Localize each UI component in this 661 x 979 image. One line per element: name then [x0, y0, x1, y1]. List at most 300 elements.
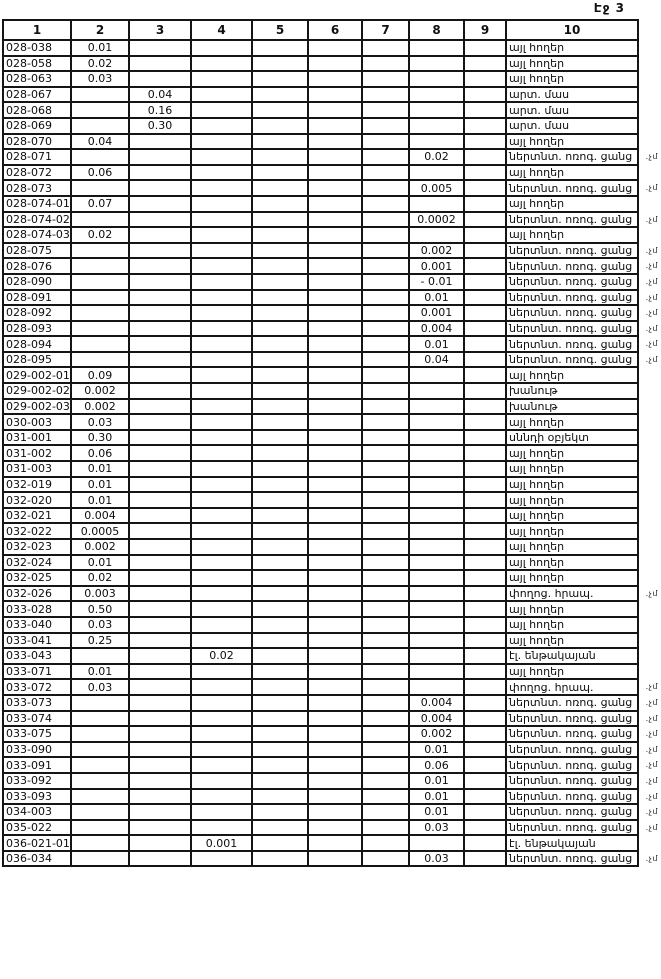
- cell-value-col4: [191, 274, 252, 290]
- cell-value-col6: [308, 445, 362, 461]
- cell-value-col8: 0.002: [409, 726, 464, 742]
- cell-value-col8: [409, 118, 464, 134]
- cell-value-col5: [252, 399, 308, 415]
- cell-value-col9: [464, 149, 506, 165]
- cell-value-col6: [308, 165, 362, 181]
- cell-value-col7: [362, 258, 409, 274]
- cell-value-col8: [409, 367, 464, 383]
- table-row: [3, 633, 638, 649]
- margin-note: .չմ: [645, 807, 658, 817]
- cell-value-col9: [464, 445, 506, 461]
- cell-land-use: այլ հողեր: [506, 445, 638, 461]
- cell-value-col3: [129, 305, 191, 321]
- cell-value-col7: [362, 56, 409, 72]
- cell-value-col4: [191, 757, 252, 773]
- cell-value-col5: [252, 445, 308, 461]
- cell-value-col6: [308, 383, 362, 399]
- cell-value-col6: [308, 290, 362, 306]
- cell-value-col9: [464, 835, 506, 851]
- cell-value-col4: [191, 227, 252, 243]
- cell-value-col2: 0.01: [71, 492, 129, 508]
- cell-value-col7: [362, 477, 409, 493]
- table-row: [3, 274, 638, 290]
- cell-value-col7: [362, 586, 409, 602]
- cell-parcel-code: 031-003: [3, 461, 71, 477]
- cell-value-col2: [71, 695, 129, 711]
- cell-parcel-code: 035-022: [3, 820, 71, 836]
- cell-value-col9: [464, 165, 506, 181]
- cell-value-col5: [252, 804, 308, 820]
- cell-value-col7: [362, 165, 409, 181]
- cell-value-col3: [129, 367, 191, 383]
- cell-parcel-code: 034-003: [3, 804, 71, 820]
- cell-parcel-code: 033-041: [3, 633, 71, 649]
- margin-note: .չմ: [645, 308, 658, 318]
- cell-value-col7: [362, 726, 409, 742]
- cell-parcel-code: 028-074-03: [3, 227, 71, 243]
- cell-value-col2: 0.004: [71, 508, 129, 524]
- cell-value-col7: [362, 601, 409, 617]
- cell-value-col8: 0.004: [409, 321, 464, 337]
- table-row: [3, 757, 638, 773]
- cell-value-col3: [129, 321, 191, 337]
- cell-value-col2: 0.07: [71, 196, 129, 212]
- cell-value-col9: [464, 695, 506, 711]
- cell-parcel-code: 036-021-01: [3, 835, 71, 851]
- cell-land-use: այլ հողեր: [506, 555, 638, 571]
- cell-value-col7: [362, 87, 409, 103]
- table-row: [3, 789, 638, 805]
- cell-value-col2: 0.25: [71, 633, 129, 649]
- cell-land-use: այլ հողեր: [506, 477, 638, 493]
- cell-value-col7: [362, 196, 409, 212]
- cell-value-col4: [191, 570, 252, 586]
- cell-value-col8: [409, 633, 464, 649]
- cell-value-col6: [308, 196, 362, 212]
- cell-value-col5: [252, 321, 308, 337]
- cell-value-col5: [252, 118, 308, 134]
- cell-value-col9: [464, 492, 506, 508]
- cell-value-col2: [71, 305, 129, 321]
- cell-land-use: ներտնտ. ոռոգ. ցանց .չմ: [506, 773, 638, 789]
- cell-land-use: խանութ: [506, 383, 638, 399]
- cell-value-col7: [362, 851, 409, 867]
- cell-land-use: ներտնտ. ոռոգ. ցանց .չմ: [506, 789, 638, 805]
- table-row: [3, 773, 638, 789]
- cell-parcel-code: 033-072: [3, 679, 71, 695]
- cell-value-col5: [252, 243, 308, 259]
- cell-value-col9: [464, 586, 506, 602]
- cell-value-col8: [409, 430, 464, 446]
- cell-parcel-code: 028-069: [3, 118, 71, 134]
- cell-value-col8: [409, 87, 464, 103]
- cell-value-col4: [191, 617, 252, 633]
- column-header-9: 9: [464, 20, 506, 40]
- cell-value-col3: 0.16: [129, 102, 191, 118]
- cell-value-col6: [308, 835, 362, 851]
- table-row: [3, 399, 638, 415]
- cell-value-col7: [362, 367, 409, 383]
- cell-value-col2: [71, 180, 129, 196]
- cell-value-col7: [362, 102, 409, 118]
- cell-value-col3: [129, 711, 191, 727]
- cell-value-col7: [362, 305, 409, 321]
- column-header-4: 4: [191, 20, 252, 40]
- margin-note: .չմ: [645, 152, 658, 162]
- cell-value-col9: [464, 118, 506, 134]
- cell-value-col7: [362, 835, 409, 851]
- cell-value-col5: [252, 570, 308, 586]
- cell-value-col4: [191, 539, 252, 555]
- cell-value-col2: 0.02: [71, 56, 129, 72]
- cell-value-col4: [191, 445, 252, 461]
- cell-value-col2: [71, 102, 129, 118]
- cell-land-use: փողոց. հրապ. .չմ: [506, 679, 638, 695]
- cell-value-col2: 0.06: [71, 445, 129, 461]
- cell-parcel-code: 028-095: [3, 352, 71, 368]
- table-row: [3, 508, 638, 524]
- cell-value-col9: [464, 633, 506, 649]
- cell-value-col2: [71, 290, 129, 306]
- cell-value-col5: [252, 711, 308, 727]
- cell-land-use: ներտնտ. ոռոգ. ցանց .չմ: [506, 742, 638, 758]
- cell-value-col3: [129, 414, 191, 430]
- cell-value-col9: [464, 56, 506, 72]
- cell-parcel-code: 032-021: [3, 508, 71, 524]
- cell-value-col8: 0.03: [409, 820, 464, 836]
- cell-value-col8: 0.04: [409, 352, 464, 368]
- cell-value-col4: [191, 71, 252, 87]
- cell-parcel-code: 033-028: [3, 601, 71, 617]
- table-row: [3, 71, 638, 87]
- cell-value-col4: [191, 102, 252, 118]
- cell-value-col3: [129, 508, 191, 524]
- cell-value-col5: [252, 539, 308, 555]
- cell-value-col9: [464, 648, 506, 664]
- cell-value-col6: [308, 804, 362, 820]
- cell-value-col7: [362, 40, 409, 56]
- cell-value-col4: [191, 586, 252, 602]
- cell-value-col7: [362, 757, 409, 773]
- cell-value-col4: [191, 492, 252, 508]
- table-row: [3, 601, 638, 617]
- cell-value-col8: 0.001: [409, 258, 464, 274]
- table-row: [3, 586, 638, 602]
- cell-value-col8: [409, 461, 464, 477]
- cell-value-col7: [362, 461, 409, 477]
- cell-value-col4: [191, 508, 252, 524]
- cell-value-col5: [252, 835, 308, 851]
- cell-value-col7: [362, 570, 409, 586]
- cell-value-col8: 0.03: [409, 851, 464, 867]
- cell-value-col3: [129, 570, 191, 586]
- margin-note: .չմ: [645, 822, 658, 832]
- cell-parcel-code: 032-019: [3, 477, 71, 493]
- cell-value-col5: [252, 773, 308, 789]
- cell-value-col8: 0.01: [409, 290, 464, 306]
- cell-parcel-code: 033-074: [3, 711, 71, 727]
- cell-value-col6: [308, 134, 362, 150]
- cell-value-col9: [464, 336, 506, 352]
- cell-value-col8: [409, 134, 464, 150]
- cell-value-col5: [252, 820, 308, 836]
- cell-value-col5: [252, 305, 308, 321]
- cell-value-col8: [409, 664, 464, 680]
- cell-value-col8: [409, 679, 464, 695]
- cell-value-col6: [308, 367, 362, 383]
- cell-value-col7: [362, 539, 409, 555]
- cell-value-col8: [409, 196, 464, 212]
- cell-value-col6: [308, 711, 362, 727]
- cell-land-use: ներտնտ. ոռոգ. ցանց .չմ: [506, 336, 638, 352]
- cell-value-col7: [362, 617, 409, 633]
- cell-parcel-code: 028-094: [3, 336, 71, 352]
- cell-value-col7: [362, 648, 409, 664]
- cell-value-col5: [252, 601, 308, 617]
- table-row: [3, 212, 638, 228]
- cell-value-col8: [409, 414, 464, 430]
- cell-value-col4: [191, 40, 252, 56]
- cell-value-col3: [129, 290, 191, 306]
- cell-value-col3: [129, 196, 191, 212]
- cell-land-use: այլ հողեր: [506, 539, 638, 555]
- cell-value-col8: [409, 508, 464, 524]
- cell-land-use: սննդի օբյեկտ: [506, 430, 638, 446]
- cell-value-col5: [252, 726, 308, 742]
- table-row: [3, 305, 638, 321]
- cell-value-col6: [308, 679, 362, 695]
- cell-parcel-code: 028-074-02: [3, 212, 71, 228]
- cell-value-col2: [71, 87, 129, 103]
- cell-value-col2: 0.01: [71, 555, 129, 571]
- cell-value-col4: [191, 664, 252, 680]
- cell-value-col9: [464, 804, 506, 820]
- cell-value-col4: [191, 212, 252, 228]
- cell-value-col5: [252, 274, 308, 290]
- cell-land-use: այլ հողեր: [506, 71, 638, 87]
- cell-value-col2: 0.01: [71, 664, 129, 680]
- cell-parcel-code: 032-026: [3, 586, 71, 602]
- cell-parcel-code: 032-023: [3, 539, 71, 555]
- cell-land-use: այլ հողեր: [506, 523, 638, 539]
- cell-value-col3: [129, 820, 191, 836]
- land-parcels-table: [2, 19, 658, 867]
- table-row: [3, 664, 638, 680]
- cell-land-use: այլ հողեր: [506, 165, 638, 181]
- cell-value-col5: [252, 102, 308, 118]
- cell-value-col7: [362, 633, 409, 649]
- cell-value-col3: [129, 664, 191, 680]
- cell-value-col6: [308, 212, 362, 228]
- cell-value-col5: [252, 523, 308, 539]
- table-row: [3, 695, 638, 711]
- table-row: [3, 40, 638, 56]
- column-header-3: 3: [129, 20, 191, 40]
- cell-land-use: այլ հողեր: [506, 134, 638, 150]
- cell-parcel-code: 028-092: [3, 305, 71, 321]
- cell-value-col9: [464, 508, 506, 524]
- cell-value-col4: [191, 196, 252, 212]
- cell-value-col7: [362, 71, 409, 87]
- cell-parcel-code: 028-072: [3, 165, 71, 181]
- cell-value-col7: [362, 664, 409, 680]
- cell-value-col4: [191, 321, 252, 337]
- cell-parcel-code: 033-043: [3, 648, 71, 664]
- cell-value-col8: 0.004: [409, 695, 464, 711]
- cell-value-col8: 0.005: [409, 180, 464, 196]
- cell-value-col3: [129, 227, 191, 243]
- cell-value-col3: [129, 539, 191, 555]
- cell-value-col8: [409, 617, 464, 633]
- cell-land-use: այլ հողեր: [506, 508, 638, 524]
- margin-note: .չմ: [645, 245, 658, 255]
- cell-land-use: արտ. մաս: [506, 87, 638, 103]
- cell-value-col3: [129, 274, 191, 290]
- cell-value-col2: [71, 336, 129, 352]
- cell-value-col6: [308, 633, 362, 649]
- cell-value-col4: [191, 305, 252, 321]
- cell-value-col5: [252, 664, 308, 680]
- cell-value-col8: 0.06: [409, 757, 464, 773]
- cell-value-col5: [252, 508, 308, 524]
- cell-value-col9: [464, 212, 506, 228]
- cell-land-use: այլ հողեր: [506, 492, 638, 508]
- cell-value-col5: [252, 742, 308, 758]
- table-row: [3, 835, 638, 851]
- cell-parcel-code: 032-022: [3, 523, 71, 539]
- cell-value-col8: [409, 648, 464, 664]
- cell-value-col6: [308, 555, 362, 571]
- cell-value-col2: 0.04: [71, 134, 129, 150]
- cell-value-col9: [464, 820, 506, 836]
- cell-value-col4: [191, 56, 252, 72]
- cell-value-col6: [308, 258, 362, 274]
- cell-land-use: ներտնտ. ոռոգ. ցանց .չմ: [506, 695, 638, 711]
- table-row: [3, 570, 638, 586]
- cell-value-col7: [362, 336, 409, 352]
- cell-value-col6: [308, 570, 362, 586]
- cell-value-col6: [308, 336, 362, 352]
- cell-value-col6: [308, 118, 362, 134]
- cell-value-col7: [362, 243, 409, 259]
- cell-parcel-code: 032-020: [3, 492, 71, 508]
- cell-value-col2: [71, 773, 129, 789]
- cell-value-col6: [308, 477, 362, 493]
- cell-value-col6: [308, 430, 362, 446]
- cell-value-col9: [464, 367, 506, 383]
- table-row: [3, 56, 638, 72]
- cell-value-col8: [409, 492, 464, 508]
- cell-value-col8: [409, 445, 464, 461]
- margin-note: .չմ: [645, 292, 658, 302]
- margin-note: .չմ: [645, 791, 658, 801]
- cell-value-col7: [362, 414, 409, 430]
- cell-value-col6: [308, 40, 362, 56]
- cell-value-col2: 0.002: [71, 539, 129, 555]
- cell-value-col4: [191, 414, 252, 430]
- cell-land-use: ներտնտ. ոռոգ. ցանց .չմ: [506, 305, 638, 321]
- cell-land-use: այլ հողեր: [506, 196, 638, 212]
- cell-value-col9: [464, 134, 506, 150]
- cell-value-col4: 0.02: [191, 648, 252, 664]
- cell-value-col6: [308, 399, 362, 415]
- cell-value-col8: 0.01: [409, 742, 464, 758]
- cell-value-col5: [252, 477, 308, 493]
- cell-value-col4: [191, 336, 252, 352]
- cell-value-col3: [129, 336, 191, 352]
- cell-value-col6: [308, 321, 362, 337]
- table-row: [3, 711, 638, 727]
- column-header-5: 5: [252, 20, 308, 40]
- cell-value-col2: [71, 757, 129, 773]
- cell-value-col9: [464, 523, 506, 539]
- cell-value-col6: [308, 757, 362, 773]
- cell-value-col7: [362, 523, 409, 539]
- cell-value-col5: [252, 71, 308, 87]
- cell-value-col8: 0.01: [409, 336, 464, 352]
- cell-value-col9: [464, 196, 506, 212]
- cell-value-col2: 0.03: [71, 71, 129, 87]
- cell-value-col7: [362, 290, 409, 306]
- cell-land-use: այլ հողեր: [506, 227, 638, 243]
- cell-value-col8: [409, 555, 464, 571]
- table-row: [3, 367, 638, 383]
- cell-value-col3: [129, 134, 191, 150]
- cell-value-col3: [129, 40, 191, 56]
- cell-value-col5: [252, 648, 308, 664]
- cell-value-col9: [464, 40, 506, 56]
- cell-value-col3: [129, 477, 191, 493]
- cell-value-col3: [129, 617, 191, 633]
- cell-value-col5: [252, 586, 308, 602]
- cell-value-col3: [129, 461, 191, 477]
- cell-value-col6: [308, 102, 362, 118]
- cell-value-col7: [362, 695, 409, 711]
- cell-parcel-code: 028-071: [3, 149, 71, 165]
- cell-value-col4: [191, 555, 252, 571]
- cell-value-col5: [252, 87, 308, 103]
- cell-value-col9: [464, 290, 506, 306]
- cell-land-use: ներտնտ. ոռոգ. ցանց .չմ: [506, 321, 638, 337]
- cell-land-use: այլ հողեր: [506, 367, 638, 383]
- cell-parcel-code: 029-002-02: [3, 383, 71, 399]
- cell-value-col6: [308, 508, 362, 524]
- cell-value-col2: [71, 742, 129, 758]
- cell-value-col5: [252, 196, 308, 212]
- cell-value-col2: 0.002: [71, 399, 129, 415]
- cell-land-use: ներտնտ. ոռոգ. ցանց .չմ: [506, 274, 638, 290]
- cell-value-col8: [409, 383, 464, 399]
- cell-value-col2: 0.02: [71, 570, 129, 586]
- cell-value-col7: [362, 555, 409, 571]
- cell-land-use: խանութ: [506, 399, 638, 415]
- cell-value-col8: [409, 570, 464, 586]
- cell-parcel-code: 028-067: [3, 87, 71, 103]
- cell-parcel-code: 028-070: [3, 134, 71, 150]
- cell-land-use: ներտնտ. ոռոգ. ցանց .չմ: [506, 726, 638, 742]
- cell-value-col9: [464, 461, 506, 477]
- cell-value-col2: 0.30: [71, 430, 129, 446]
- cell-land-use: էլ. ենթակայան: [506, 835, 638, 851]
- cell-land-use: ներտնտ. ոռոգ. ցանց .չմ: [506, 212, 638, 228]
- cell-land-use: արտ. մաս: [506, 102, 638, 118]
- cell-land-use: արտ. մաս: [506, 118, 638, 134]
- cell-value-col6: [308, 726, 362, 742]
- cell-value-col7: [362, 134, 409, 150]
- cell-value-col2: [71, 243, 129, 259]
- cell-value-col2: [71, 726, 129, 742]
- cell-value-col5: [252, 212, 308, 228]
